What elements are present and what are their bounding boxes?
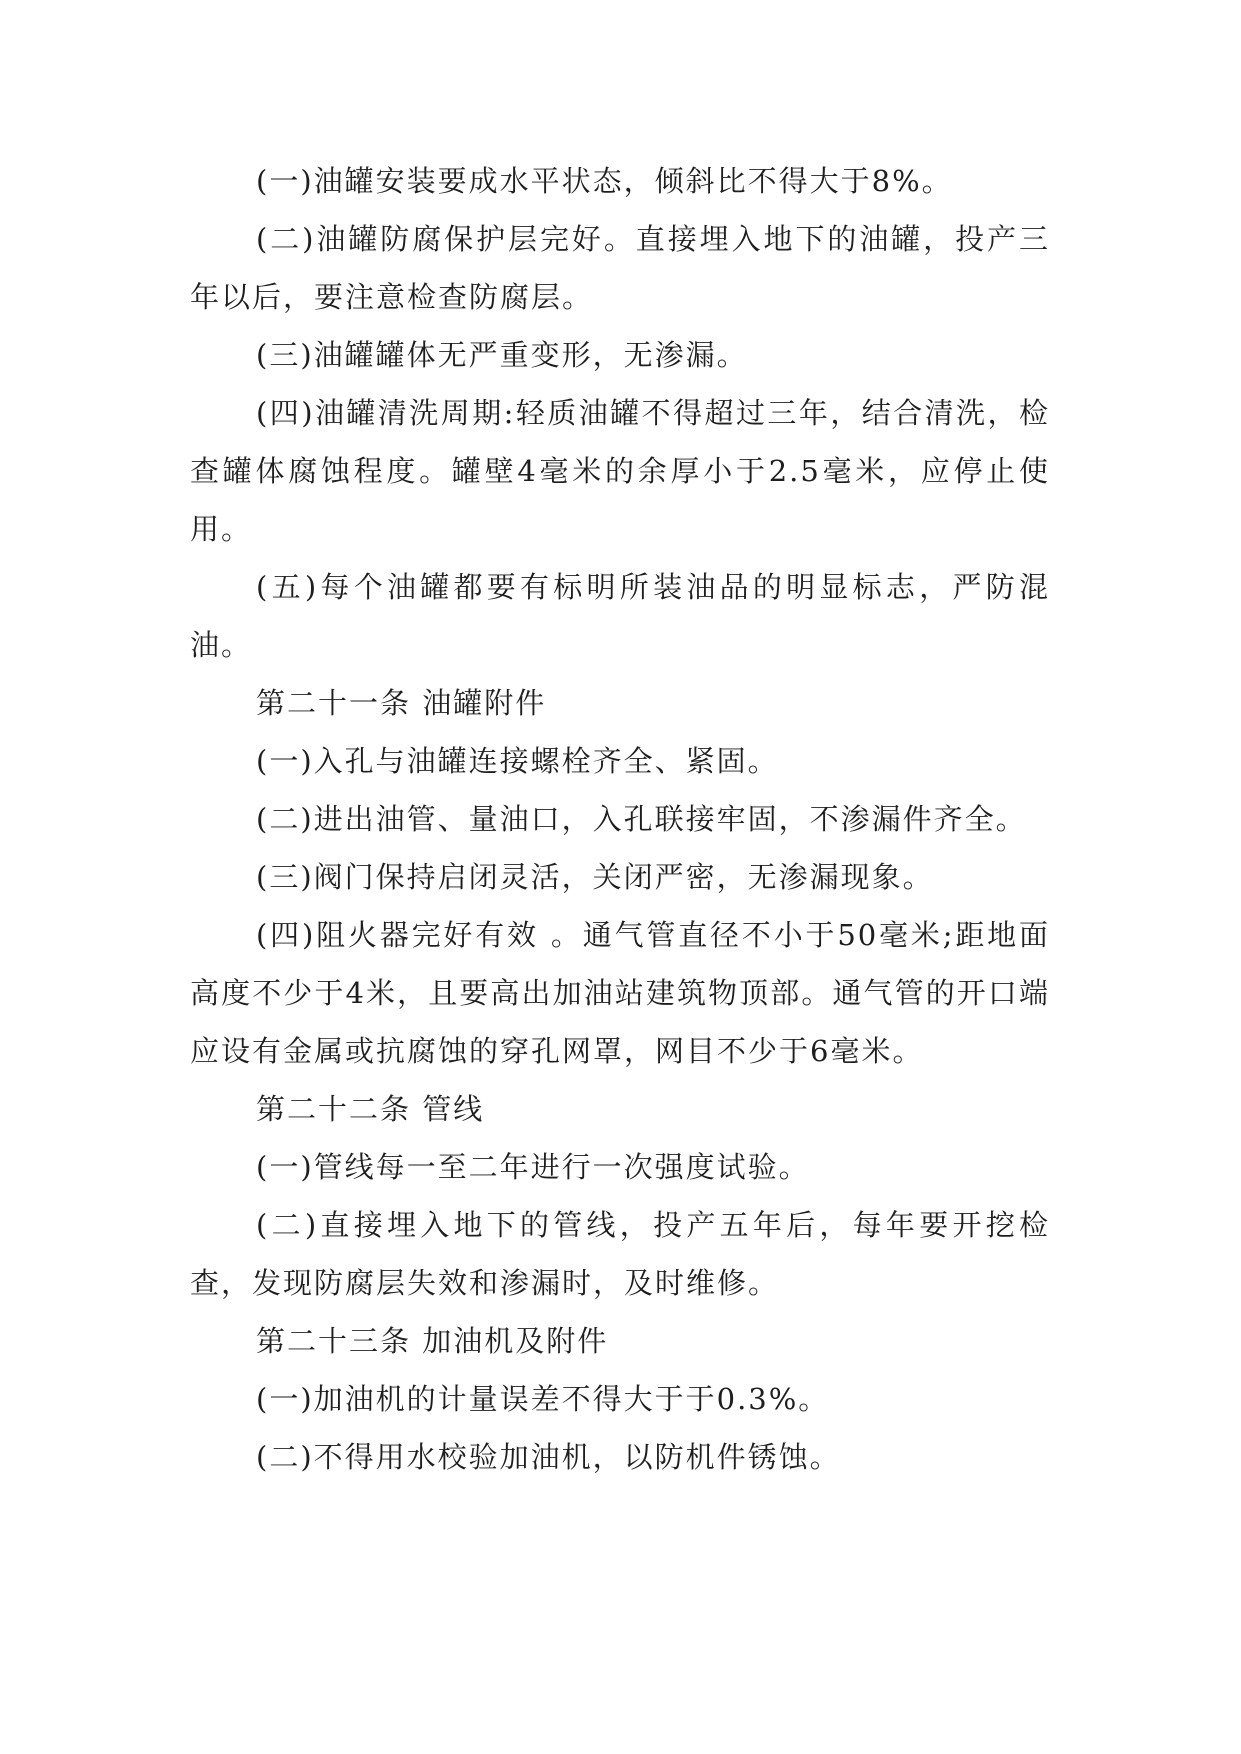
article-22-heading: 第二十二条 管线 (256, 1092, 485, 1126)
document-body (190, 152, 1050, 1486)
tank-marking-clause: (五)每个油罐都要有标明所装油品的明显标志，严防混油。 (190, 570, 1050, 662)
valve-clause: (三)阀门保持启闭灵活，关闭严密，无渗漏现象。 (256, 860, 934, 894)
tank-level-clause: (一)油罐安装要成水平状态，倾斜比不得大于8%。 (256, 164, 953, 198)
manhole-clause: (一)入孔与油罐连接螺栓齐全、紧固。 (256, 744, 779, 778)
pipe-connection-clause: (二)进出油管、量油口，入孔联接牢固，不渗漏件齐全。 (256, 802, 1027, 836)
tank-body-clause: (三)油罐罐体无严重变形，无渗漏。 (256, 338, 748, 372)
metering-error-clause: (一)加油机的计量误差不得大于于0.3%。 (256, 1382, 830, 1416)
water-calibration-clause: (二)不得用水校验加油机，以防机件锈蚀。 (256, 1440, 841, 1474)
anticorrosion-clause: (二)油罐防腐保护层完好。直接埋入地下的油罐，投产三年以后，要注意检查防腐层。 (190, 222, 1050, 314)
article-21-heading: 第二十一条 油罐附件 (256, 686, 547, 720)
tank-cleaning-clause: (四)油罐清洗周期:轻质油罐不得超过三年，结合清洗，检查罐体腐蚀程度。罐壁4毫米的余厚小于2.5毫米，应停止使用。 (190, 396, 1050, 546)
article-23-heading: 第二十三条 加油机及附件 (256, 1324, 609, 1358)
pipeline-test-clause: (一)管线每一至二年进行一次强度试验。 (256, 1150, 810, 1184)
buried-pipeline-clause: (二)直接埋入地下的管线，投产五年后，每年要开挖检查，发现防腐层失效和渗漏时，及时维修。 (190, 1208, 1050, 1300)
flame-arrester-clause: (四)阻火器完好有效 。通气管直径不小于50毫米;距地面高度不少于4米，且要高出加油站建筑物顶部。通气管的开口端应设有金属或抗腐蚀的穿孔网罩，网目不少于6毫米。 (190, 918, 1050, 1068)
